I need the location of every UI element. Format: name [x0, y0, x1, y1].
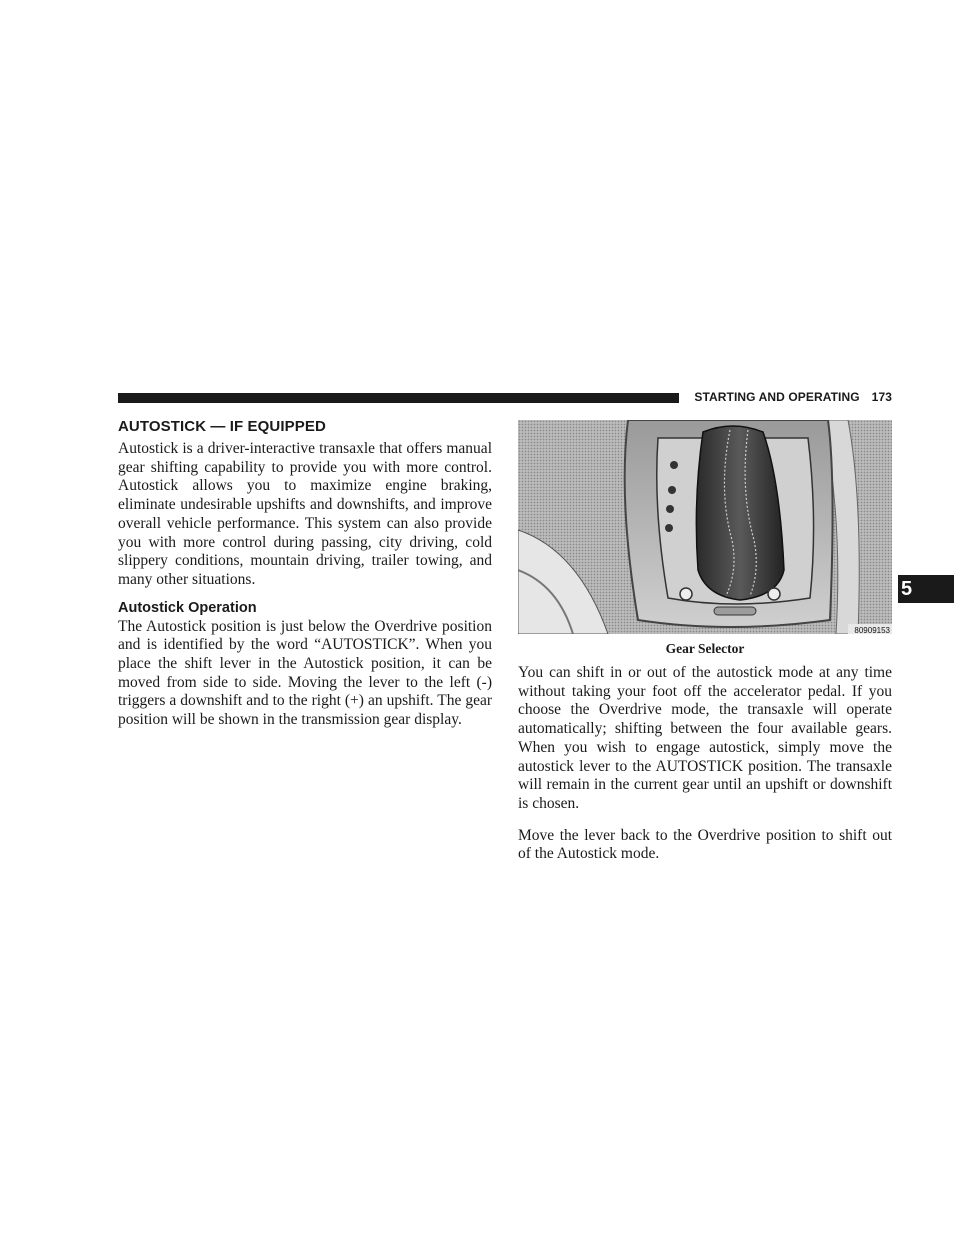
- shift-mode-paragraph: You can shift in or out of the autostick mode at any time without taking your foot off the accelerator pedal. If you choose the Overdrive mode, the transaxle will operate automatically; shifting between the four available gears. When you wish to engage autostick, simply move the autostick lever to the AUTOSTICK position. The transaxle will remain in the current gear until an upshift or downshift is chosen.: [518, 664, 892, 812]
- left-column: [118, 418, 492, 730]
- intro-paragraph: Autostick is a driver-interactive transaxle that offers manual gear shifting capability to provide you with more control. Autostick allows you to maximize engine braking, eliminate undesirable upshifts and downshifts, and improve overall vehicle performance. This system can also provide you with more control during passing, city driving, cold slippery conditions, mountain driving, trailer towing, and many other situations.: [118, 440, 492, 588]
- gear-shifter-photo-icon: [518, 420, 892, 634]
- header-section-title: STARTING AND OPERATING: [694, 390, 860, 404]
- section-heading: AUTOSTICK — IF EQUIPPED: [118, 418, 326, 435]
- return-overdrive-paragraph: Move the lever back to the Overdrive position to shift out of the Autostick mode.: [518, 826, 892, 863]
- gear-selector-figure: [518, 420, 892, 634]
- subsection-heading: Autostick Operation: [118, 599, 257, 616]
- operation-paragraph: The Autostick position is just below the Overdrive position and is identified by the word “AUTOSTICK”. When you place the shift lever in the Autostick position, it can be moved from side to side. Moving the lever to the left (-) triggers a downshift and to the right (+) an upshift. The gear position will be shown in the transmission gear display.: [118, 617, 492, 729]
- running-header: [688, 390, 892, 404]
- figure-image-code: 80909153: [854, 626, 890, 634]
- figure-caption: Gear Selector: [665, 641, 745, 656]
- page-number: 173: [871, 390, 892, 404]
- chapter-tab: 5: [898, 575, 954, 603]
- header-rule: [118, 393, 679, 403]
- right-column: [518, 420, 892, 864]
